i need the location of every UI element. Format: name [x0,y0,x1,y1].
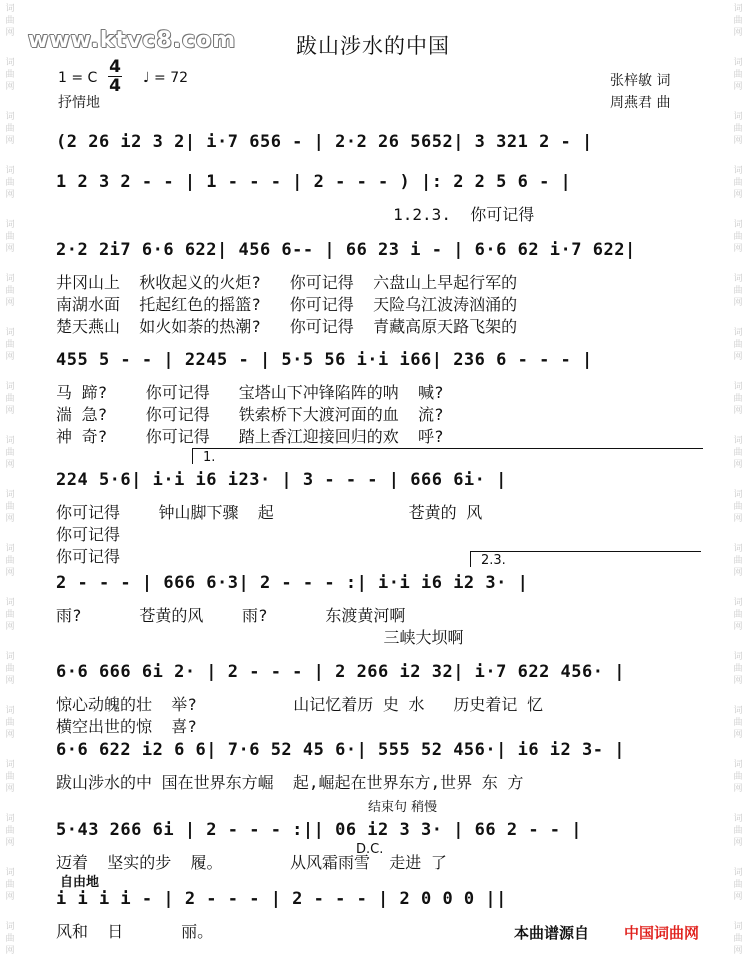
margin-glyph: 词 [733,544,743,554]
margin-glyph: 词 [5,382,15,392]
margin-glyph: 词 [733,4,743,14]
score-annotation: D.C. [356,842,384,857]
site-watermark: www.ktvc8.com [28,28,237,53]
margin-glyph: 词 [5,58,15,68]
expression-marking: 抒情地 [58,95,100,111]
margin-glyph: 词 [733,220,743,230]
lyric-line: 横空出世的惊 喜? [56,717,197,736]
time-signature-bottom: 4 [109,76,121,96]
lyric-line: 井冈山上 秋收起义的火炬? 你可记得 六盘山上早起行军的 [56,273,518,292]
lyric-line: 你可记得 钟山脚下骤 起 苍黄的 风 [56,503,483,522]
margin-glyph: 网 [5,352,15,362]
margin-glyph: 词 [5,922,15,932]
margin-glyph: 网 [733,676,743,686]
margin-glyph: 网 [733,406,743,416]
margin-glyph: 曲 [733,340,743,350]
margin-glyph: 曲 [5,286,15,296]
lyric-line: 惊心动魄的壮 举? 山记忆着历 史 水 历史着记 忆 [56,695,544,714]
lyric-line: 迈着 坚实的步 履。 从风霜雨雪 走进 了 [56,853,447,872]
margin-glyph: 曲 [733,880,743,890]
margin-glyph: 曲 [5,394,15,404]
margin-glyph: 词 [733,58,743,68]
margin-glyph: 曲 [733,124,743,134]
margin-glyph: 曲 [5,610,15,620]
notation-row: 5·43 266 6i | 2 - - - :|| 06 i2 3 3· | 66 2 - - | [56,820,583,840]
margin-glyph: 网 [5,82,15,92]
song-title: 跋山涉水的中国 [296,34,450,58]
margin-glyph: 词 [5,220,15,230]
notation-row: 2·2 2i7 6·6 622| 456 6-- | 66 23 i - | 6·6 62 i·7 622| [56,240,636,260]
margin-glyph: 曲 [733,178,743,188]
margin-glyph: 曲 [5,934,15,944]
lyric-line: 风和 日 丽。 [56,922,214,941]
margin-glyph: 网 [733,190,743,200]
margin-glyph: 曲 [5,70,15,80]
margin-glyph: 曲 [5,16,15,26]
right-margin-watermark [730,0,746,970]
margin-glyph: 词 [5,706,15,716]
margin-glyph: 网 [733,946,743,956]
lyric-line: 楚天燕山 如火如荼的热潮? 你可记得 青藏高原天路飞架的 [56,317,518,336]
margin-glyph: 词 [733,868,743,878]
lyric-line: 神 奇? 你可记得 踏上香江迎接回归的欢 呼? [56,427,444,446]
notation-row: 6·6 666 6i 2· | 2 - - - | 2 266 i2 32| i·7 622 456· | [56,662,625,682]
score-annotation: 结束句 稍慢 [368,800,438,815]
margin-glyph: 网 [5,622,15,632]
margin-glyph: 词 [733,652,743,662]
margin-glyph: 曲 [733,664,743,674]
margin-glyph: 词 [733,814,743,824]
margin-glyph: 曲 [5,772,15,782]
time-signature-top: 4 [109,57,121,77]
notation-row: i i i i - | 2 - - - | 2 - - - | 2 0 0 0 || [56,889,507,909]
volta-bracket: 2.3. [470,551,701,567]
margin-glyph: 词 [733,436,743,446]
margin-glyph: 网 [5,406,15,416]
margin-glyph: 曲 [733,448,743,458]
volta-bracket: 1. [192,448,703,464]
margin-glyph: 词 [5,4,15,14]
margin-glyph: 曲 [5,340,15,350]
margin-glyph: 词 [733,598,743,608]
margin-glyph: 曲 [733,232,743,242]
margin-glyph: 网 [733,784,743,794]
margin-glyph: 词 [5,760,15,770]
time-signature [108,58,122,95]
lyric-line: 你可记得 [56,547,121,566]
margin-glyph: 曲 [5,880,15,890]
margin-glyph: 词 [733,382,743,392]
margin-glyph: 词 [733,166,743,176]
notation-row: 455 5 - - | 2245 - | 5·5 56 i·i i66| 236 6 - - - | [56,350,593,370]
lyric-line: 跋山涉水的中 国在世界东方崛 起,崛起在世界东方,世界 东 方 [56,773,524,792]
margin-glyph: 网 [5,946,15,956]
margin-glyph: 网 [733,244,743,254]
lyric-line: 南湖水面 托起红色的摇篮? 你可记得 天险乌江波涛汹涌的 [56,295,518,314]
lyricist-credit: 张梓敏 词 [610,73,671,89]
margin-glyph: 网 [5,136,15,146]
margin-glyph: 曲 [5,448,15,458]
margin-glyph: 网 [733,28,743,38]
margin-glyph: 曲 [733,772,743,782]
margin-glyph: 词 [5,436,15,446]
margin-glyph: 曲 [733,934,743,944]
lyric-line: 1.2.3. 你可记得 [56,205,535,224]
margin-glyph: 网 [733,298,743,308]
margin-glyph: 网 [5,730,15,740]
margin-glyph: 曲 [5,718,15,728]
notation-row: 1 2 3 2 - - | 1 - - - | 2 - - - ) |: 2 2 5 6 - | [56,172,572,192]
margin-glyph: 网 [5,784,15,794]
margin-glyph: 词 [733,328,743,338]
margin-glyph: 词 [5,652,15,662]
margin-glyph: 词 [5,490,15,500]
margin-glyph: 网 [733,352,743,362]
lyric-line: 三峡大坝啊 [56,628,464,647]
margin-glyph: 网 [5,838,15,848]
lyric-line: 马 蹄? 你可记得 宝塔山下冲锋陷阵的呐 喊? [56,383,444,402]
margin-glyph: 网 [733,838,743,848]
margin-glyph: 网 [5,892,15,902]
margin-glyph: 网 [733,460,743,470]
source-site-name: 中国词曲网 [624,924,700,942]
margin-glyph: 曲 [5,664,15,674]
margin-glyph: 词 [5,166,15,176]
margin-glyph: 词 [733,112,743,122]
tempo-marking: ♩ = 72 [143,70,189,86]
left-margin-watermark [2,0,18,970]
margin-glyph: 曲 [5,502,15,512]
margin-glyph: 词 [733,760,743,770]
notation-row: (2 26 i2 3 2| i·7 656 - | 2·2 26 5652| 3 321 2 - | [56,132,593,152]
margin-glyph: 曲 [5,124,15,134]
margin-glyph: 网 [733,136,743,146]
margin-glyph: 曲 [733,556,743,566]
margin-glyph: 词 [5,814,15,824]
margin-glyph: 网 [5,190,15,200]
margin-glyph: 曲 [5,178,15,188]
margin-glyph: 曲 [733,610,743,620]
margin-glyph: 网 [733,892,743,902]
margin-glyph: 网 [5,298,15,308]
margin-glyph: 网 [733,622,743,632]
margin-glyph: 网 [5,676,15,686]
margin-glyph: 网 [5,568,15,578]
lyric-line: 雨? 苍黄的风 雨? 东渡黄河啊 [56,606,406,625]
margin-glyph: 词 [5,544,15,554]
margin-glyph: 曲 [733,826,743,836]
lyric-line: 湍 急? 你可记得 铁索桥下大渡河面的血 流? [56,405,444,424]
notation-row: 2 - - - | 666 6·3| 2 - - - :| i·i i6 i2 3· | [56,573,529,593]
key-signature: 1 = C [58,70,98,86]
margin-glyph: 词 [733,490,743,500]
margin-glyph: 曲 [733,16,743,26]
margin-glyph: 词 [733,274,743,284]
source-label: 本曲谱源自 [514,924,590,942]
notation-row: 224 5·6| i·i i6 i23· | 3 - - - | 666 6i· | [56,470,507,490]
margin-glyph: 词 [5,274,15,284]
margin-glyph: 网 [733,730,743,740]
margin-glyph: 曲 [733,718,743,728]
score-annotation: 自由地 [60,875,100,890]
margin-glyph: 曲 [5,826,15,836]
margin-glyph: 网 [5,28,15,38]
margin-glyph: 词 [5,868,15,878]
margin-glyph: 网 [5,460,15,470]
margin-glyph: 曲 [5,232,15,242]
margin-glyph: 网 [5,244,15,254]
margin-glyph: 网 [733,82,743,92]
margin-glyph: 曲 [733,70,743,80]
margin-glyph: 曲 [733,286,743,296]
lyric-line: 你可记得 [56,525,121,544]
margin-glyph: 词 [5,328,15,338]
margin-glyph: 词 [733,706,743,716]
margin-glyph: 网 [5,514,15,524]
margin-glyph: 曲 [5,556,15,566]
margin-glyph: 词 [733,922,743,932]
notation-row: 6·6 622 i2 6 6| 7·6 52 45 6·| 555 52 456·| i6 i2 3- | [56,740,625,760]
margin-glyph: 网 [733,514,743,524]
composer-credit: 周燕君 曲 [610,95,671,111]
margin-glyph: 词 [5,112,15,122]
margin-glyph: 曲 [733,394,743,404]
margin-glyph: 词 [5,598,15,608]
margin-glyph: 网 [733,568,743,578]
margin-glyph: 曲 [733,502,743,512]
